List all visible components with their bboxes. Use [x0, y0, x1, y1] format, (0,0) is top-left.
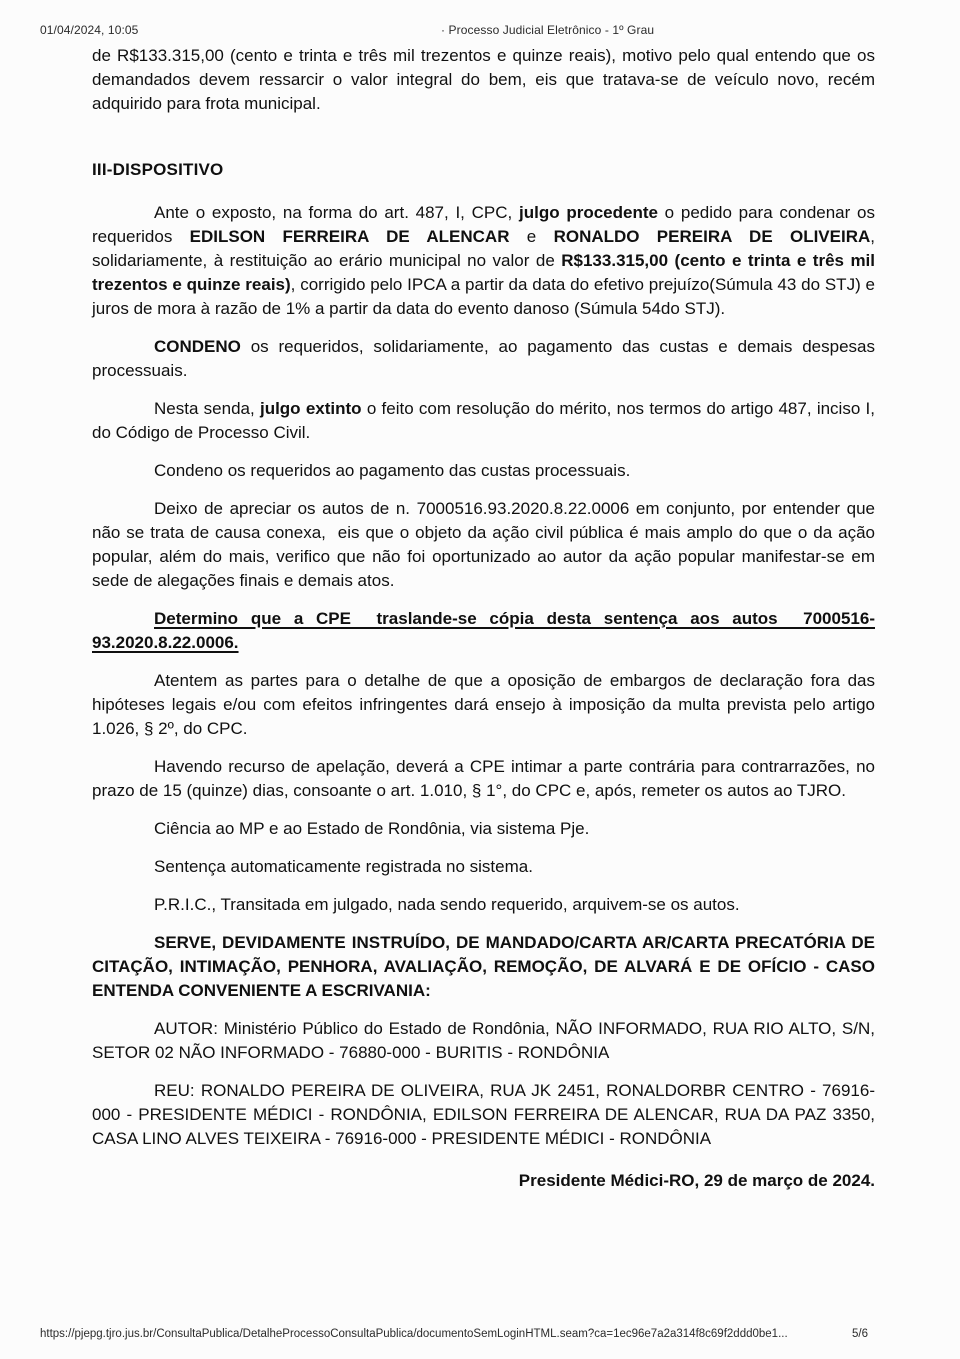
- text-run: Ante o exposto, na forma do art. 487, I, CPC,: [154, 203, 519, 222]
- document-body: [92, 44, 880, 1207]
- header-title: · Processo Judicial Eletrônico - 1º Grau: [441, 23, 655, 37]
- text-run: AUTOR: Ministério Público do Estado de Rondônia, NÃO INFORMADO, RUA RIO ALTO, S/N, SETOR 02 NÃO INFORMADO - 76880-000 - BURITIS - RONDÔNIA: [92, 1019, 880, 1062]
- text-run: o feito com resolução do mérito, nos termos do artigo 487, inciso I, do Código de Processo Civil.: [92, 399, 880, 442]
- text-run: julgo extinto: [259, 399, 362, 418]
- text-run: R$133.315,00 (cento e trinta e três mil trezentos e quinze reais): [92, 251, 880, 294]
- text-run: P.R.I.C., Transitada em julgado, nada sendo requerido, arquivem-se os autos.: [154, 895, 740, 914]
- paragraph-ciencia: [92, 817, 875, 841]
- text-run: Deixo de apreciar os autos de n. 7000516.93.2020.8.22.0006 em conjunto, por entender que não se trata de causa conexa, eis que o objeto da ação civil pública é mais amplo do que o da ação popular, além do mais, verifico que não foi oportunizado ao autor da ação popular manifestar-se em sede de alegações finais e demais atos.: [92, 499, 880, 590]
- text-run: e: [509, 227, 554, 246]
- paragraph-apelacao: [92, 755, 880, 803]
- text-run: III-DISPOSITIVO: [92, 160, 224, 179]
- text-run: SERVE, DEVIDAMENTE INSTRUÍDO, DE MANDADO/CARTA AR/CARTA PRECATÓRIA DE CITAÇÃO, INTIMAÇÃO, PENHORA, AVALIAÇÃO, REMOÇÃO, DE ALVARÁ E DE OFÍCIO - CASO ENTENDA CONVENIENTE A ESCRIVANIA:: [92, 933, 880, 1000]
- text-run: o pedido para condenar os requeridos: [92, 203, 880, 246]
- paragraph-autos-conexos: [92, 497, 880, 593]
- text-run: de R$133.315,00 (cento e trinta e três mil trezentos e quinze reais), motivo pelo qual entendo que os demandados devem ressarcir o valor integral do bem, eis que tratava-se de veículo novo, recém adquirido para frota municipal.: [92, 46, 880, 113]
- text-run: CONDENO: [154, 337, 241, 356]
- section-heading-dispositivo: [92, 158, 875, 182]
- footer-page-number: 5/6: [852, 1328, 868, 1340]
- paragraph-pric: [92, 893, 875, 917]
- text-run: EDILSON FERREIRA DE ALENCAR: [189, 227, 510, 246]
- text-run: Condeno os requeridos ao pagamento das custas processuais.: [154, 461, 631, 480]
- footer-url: https://pjepg.tjro.jus.br/ConsultaPublica/DetalheProcessoConsultaPublica/documentoSemLoginHTML.seam?ca=1ec96e7a2a314f8c69f2ddd0be1...: [40, 1328, 788, 1340]
- text-run: , corrigido pelo IPCA a partir da data do efetivo prejuízo(Súmula 43 do STJ) e juros de mora à razão de 1% a partir da data do evento danoso (Súmula 54do STJ).: [92, 275, 880, 318]
- text-run: Atentem as partes para o detalhe de que a oposição de embargos de declaração fora das hipóteses legais e/ou com efeitos infringentes dará ensejo à imposição da multa prevista pelo artigo 1.026, § 2º, do CPC.: [92, 671, 880, 738]
- paragraph-julgo-extinto: [92, 397, 880, 445]
- text-run: os requeridos, solidariamente, ao pagamento das custas e demais despesas processuais.: [92, 337, 880, 380]
- text-run: Presidente Médici-RO, 29 de março de 2024.: [518, 1171, 875, 1190]
- text-run: REU: RONALDO PEREIRA DE OLIVEIRA, RUA JK 2451, RONALDORBR CENTRO - 76916-000 - PRESIDENTE MÉDICI - RONDÔNIA, EDILSON FERREIRA DE ALENCAR, RUA DA PAZ 3350, CASA LINO ALVES TEIXEIRA - 76916-000 - PRESIDENTE MÉDICI - RONDÔNIA: [92, 1081, 880, 1148]
- paragraph-reu: [92, 1079, 880, 1151]
- paragraph-determino-cpe: [92, 607, 875, 655]
- paragraph-condeno-processuais: [92, 459, 875, 483]
- paragraph-autor: [92, 1017, 880, 1065]
- print-footer: [0, 1326, 960, 1340]
- paragraph-julgo-procedente: [92, 201, 880, 321]
- paragraph-date-place: [92, 1169, 875, 1193]
- text-run: Sentença automaticamente registrada no sistema.: [154, 857, 533, 876]
- print-header: [0, 23, 960, 39]
- paragraph-serve-mandado: [92, 931, 880, 1003]
- paragraph-embargos: [92, 669, 880, 741]
- header-datetime: 01/04/2024, 10:05: [40, 23, 139, 37]
- text-run: Determino que a CPE traslande-se cópia desta sentença aos autos 7000516-93.2020.8.22.0006.: [92, 609, 875, 652]
- paragraph-registro: [92, 855, 875, 879]
- paragraph-condeno-custas: [92, 335, 880, 383]
- text-run: Nesta senda,: [154, 399, 260, 418]
- paragraph-valor-continuation: [92, 44, 880, 116]
- text-run: , solidariamente, à restituição ao erário municipal no valor de: [92, 227, 880, 270]
- text-run: Ciência ao MP e ao Estado de Rondônia, via sistema Pje.: [154, 819, 590, 838]
- text-run: Havendo recurso de apelação, deverá a CPE intimar a parte contrária para contrarrazões, no prazo de 15 (quinze) dias, consoante o art. 1.010, § 1°, do CPC e, após, remeter os autos ao TJRO.: [92, 757, 880, 800]
- text-run: RONALDO PEREIRA DE OLIVEIRA: [553, 227, 871, 246]
- text-run: julgo procedente: [518, 203, 658, 222]
